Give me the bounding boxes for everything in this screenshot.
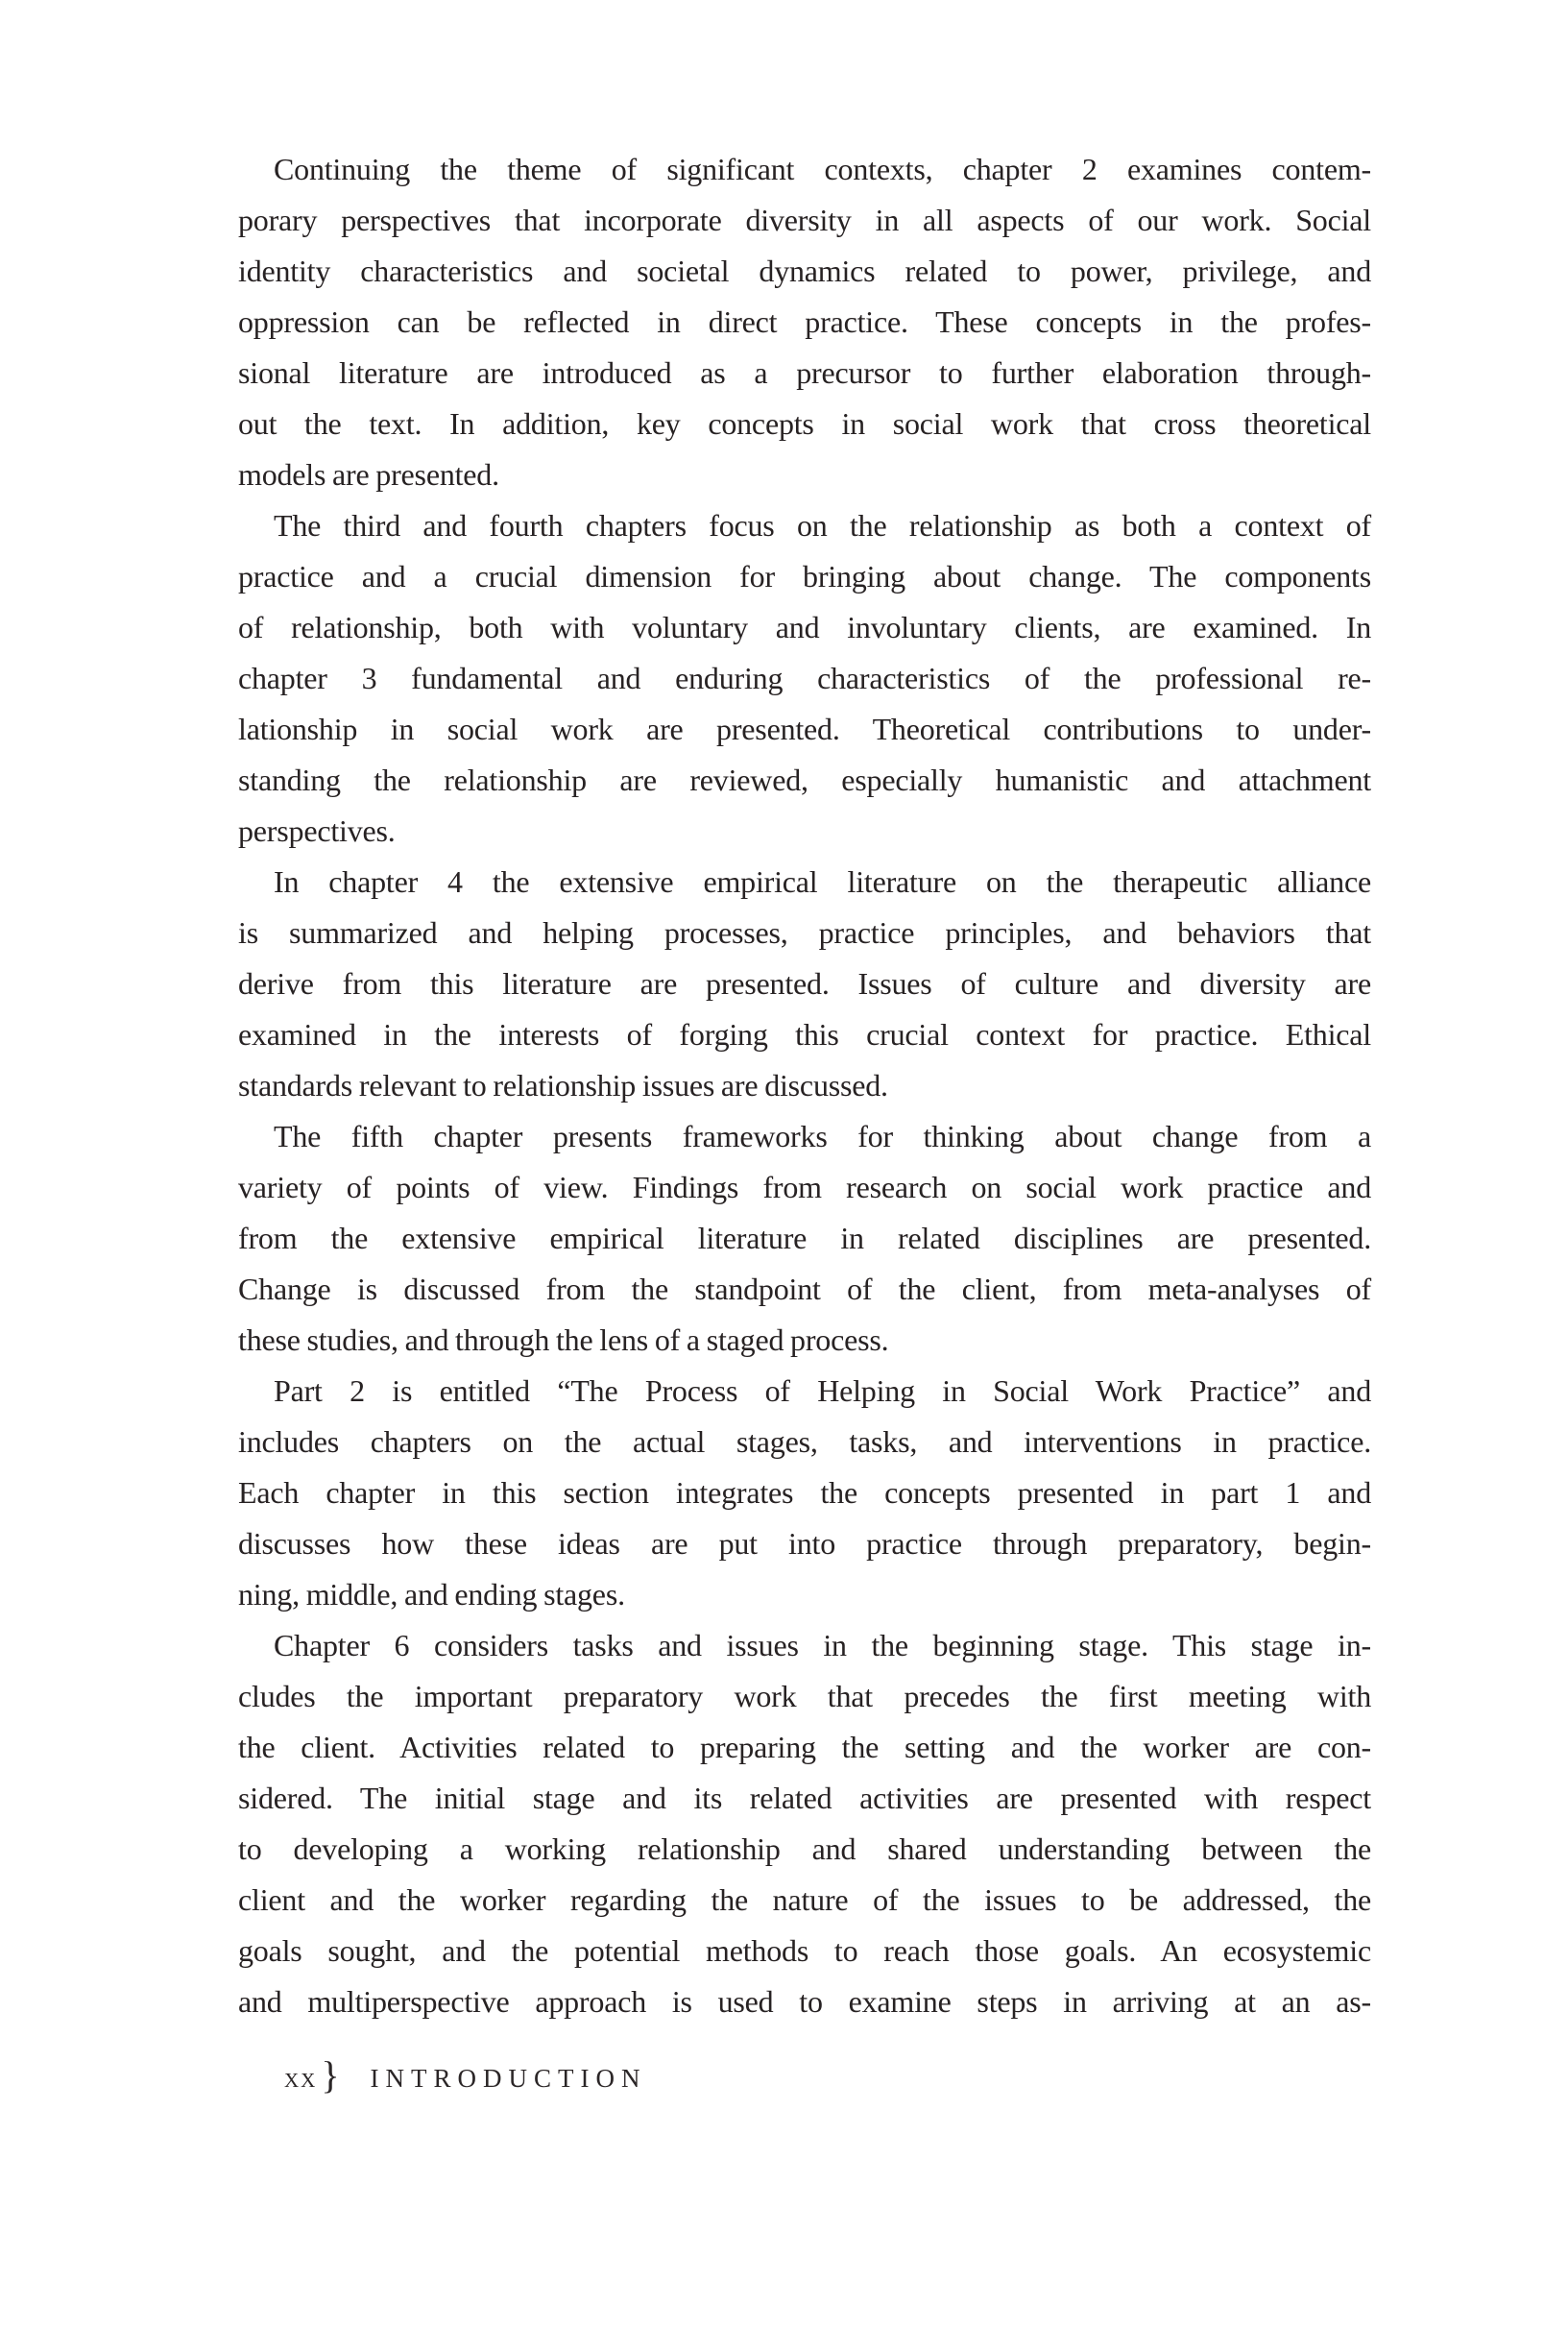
paragraph [238,500,1371,857]
text-line: discusses how these ideas are put into practice through preparatory, begin- [238,1526,1371,1561]
text-line: cludes the important preparatory work that precedes the first meeting with [238,1679,1371,1713]
text-line: goals sought, and the potential methods to reach those goals. An ecosystemic [238,1933,1371,1968]
paragraph [238,1111,1371,1366]
text-line: examined in the interests of forging this crucial context for practice. Ethical [238,1017,1371,1052]
text-line: In chapter 4 the extensive empirical literature on the therapeutic alliance [274,864,1371,899]
text-line: standards relevant to relationship issues are discussed. [238,1068,888,1103]
text-line: perspectives. [238,813,396,848]
footer-brace: } [321,2053,340,2097]
running-title: INTRODUCTION [370,2064,647,2093]
paragraph [238,144,1371,500]
text-line: out the text. In addition, key concepts in social work that cross theoretical [238,406,1371,441]
text-line: client and the worker regarding the nature of the issues to be addressed, the [238,1882,1371,1917]
paragraph [238,1620,1371,2027]
text-line: Chapter 6 considers tasks and issues in the beginning stage. This stage in- [274,1628,1371,1662]
text-line: The fifth chapter presents frameworks for thinking about change from a [274,1119,1371,1153]
text-line: derive from this literature are presented. Issues of culture and diversity are [238,966,1371,1001]
text-block [238,144,1371,2027]
text-line: Continuing the theme of significant contexts, chapter 2 examines contem- [274,152,1371,186]
text-line: lationship in social work are presented. Theoretical contributions to under- [238,712,1371,746]
text-line: sidered. The initial stage and its related activities are presented with respect [238,1781,1371,1815]
text-line: ning, middle, and ending stages. [238,1577,625,1612]
running-footer [284,2051,647,2109]
text-line: The third and fourth chapters focus on the relationship as both a context of [274,508,1371,543]
text-line: Change is discussed from the standpoint of the client, from meta-analyses of [238,1272,1371,1306]
text-line: of relationship, both with voluntary and involuntary clients, are examined. In [238,610,1371,644]
text-line: from the extensive empirical literature in related disciplines are presented. [238,1221,1371,1255]
text-line: includes chapters on the actual stages, tasks, and interventions in practice. [238,1424,1371,1459]
text-line: identity characteristics and societal dynamics related to power, privilege, and [238,254,1371,288]
text-line: is summarized and helping processes, practice principles, and behaviors that [238,915,1371,950]
text-line: the client. Activities related to preparing the setting and the worker are con- [238,1730,1371,1764]
text-line: Each chapter in this section integrates the concepts presented in part 1 and [238,1475,1371,1510]
text-line: Part 2 is entitled “The Process of Helping in Social Work Practice” and [274,1373,1371,1408]
text-line: variety of points of view. Findings from research on social work practice and [238,1170,1371,1204]
paragraph [238,857,1371,1111]
page-number: xx [284,2062,318,2094]
text-line: standing the relationship are reviewed, especially humanistic and attachment [238,763,1371,797]
text-line: sional literature are introduced as a precursor to further elaboration through- [238,355,1371,390]
text-line: these studies, and through the lens of a staged process. [238,1322,889,1357]
text-line: porary perspectives that incorporate diversity in all aspects of our work. Social [238,203,1371,237]
text-line: practice and a crucial dimension for bringing about change. The components [238,559,1371,594]
text-line: to developing a working relationship and shared understanding between the [238,1831,1371,1866]
text-line: and multiperspective approach is used to examine steps in arriving at an as- [238,1984,1371,2019]
text-line: oppression can be reflected in direct practice. These concepts in the profes- [238,304,1371,339]
text-line: models are presented. [238,457,499,492]
text-line: chapter 3 fundamental and enduring characteristics of the professional re- [238,661,1371,695]
paragraph [238,1366,1371,1620]
